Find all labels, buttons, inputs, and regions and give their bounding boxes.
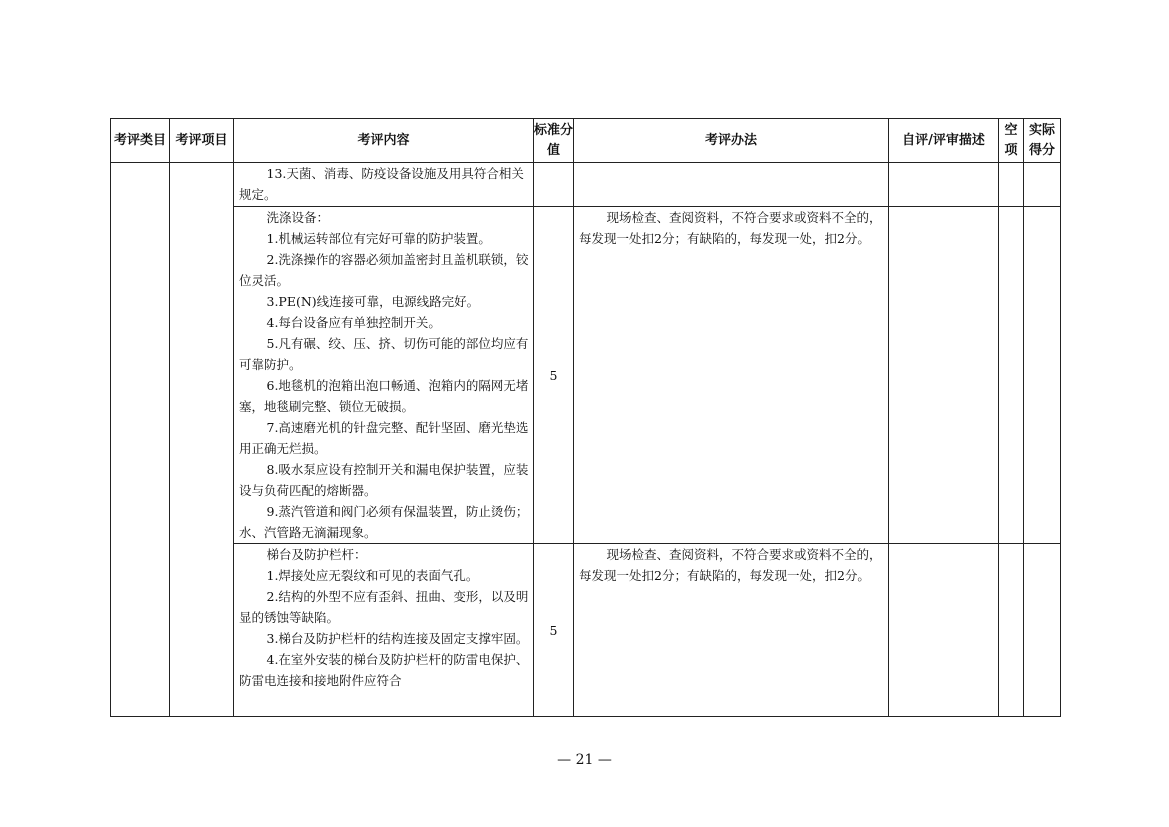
content-cell — [234, 544, 534, 717]
content-line: 3.PE(N)线连接可靠，电源线路完好。 — [266, 294, 480, 309]
score-cell — [534, 163, 574, 207]
content-line: 2.洗涤操作的容器必须加盖密封且盖机联锁，铰位灵活。 — [239, 252, 529, 288]
header-category: 考评类目 — [111, 119, 170, 163]
method-text: 现场检查、查阅资料，不符合要求或资料不全的，每发现一处扣2分；有缺陷的，每发现一处，扣2分。 — [579, 547, 882, 583]
self-review-cell — [889, 163, 999, 207]
content-line: 4.每台设备应有单独控制开关。 — [266, 315, 441, 330]
content-line: 1.机械运转部位有完好可靠的防护装置。 — [266, 231, 491, 246]
self-review-cell — [889, 544, 999, 717]
content-cell — [234, 163, 534, 207]
empty-cell — [999, 207, 1024, 544]
table-row — [111, 207, 1061, 544]
header-content: 考评内容 — [234, 119, 534, 163]
content-line: 6.地毯机的泡箱出泡口畅通、泡箱内的隔网无堵塞，地毯刷完整、锁位无破损。 — [239, 378, 529, 414]
actual-score-cell — [1024, 544, 1061, 717]
content-line: 7.高速磨光机的针盘完整、配针坚固、磨光垫选用正确无烂损。 — [239, 420, 529, 456]
method-cell — [574, 207, 889, 544]
header-score: 标准分值 — [534, 119, 574, 163]
item-cell — [170, 163, 234, 717]
score-cell: 5 — [534, 207, 574, 544]
method-cell — [574, 163, 889, 207]
actual-score-cell — [1024, 207, 1061, 544]
content-line: 1.焊接处应无裂纹和可见的表面气孔。 — [266, 568, 479, 583]
header-item: 考评项目 — [170, 119, 234, 163]
content-line: 3.梯台及防护栏杆的结构连接及固定支撑牢固。 — [266, 631, 529, 646]
evaluation-table — [110, 118, 1061, 717]
content-line: 9.蒸汽管道和阀门必须有保温装置，防止烫伤；水、汽管路无滴漏现象。 — [239, 504, 529, 540]
header-self-review: 自评/评审描述 — [889, 119, 999, 163]
content-line: 4.在室外安装的梯台及防护栏杆的防雷电保护、防雷电连接和接地附件应符合 — [239, 652, 529, 688]
header-empty: 空项 — [999, 119, 1024, 163]
content-line: 8.吸水泵应设有控制开关和漏电保护装置，应装设与负荷匹配的熔断器。 — [239, 462, 529, 498]
page-number: — 21 — — [557, 752, 612, 768]
content-line: 2.结构的外型不应有歪斜、扭曲、变形，以及明显的锈蚀等缺陷。 — [239, 589, 529, 625]
header-method: 考评办法 — [574, 119, 889, 163]
category-cell — [111, 163, 170, 717]
actual-score-cell — [1024, 163, 1061, 207]
table-header-row — [111, 119, 1061, 163]
self-review-cell — [889, 207, 999, 544]
content-line: 5.凡有碾、绞、压、挤、切伤可能的部位均应有可靠防护。 — [239, 336, 529, 372]
content-line: 梯台及防护栏杆： — [266, 547, 367, 562]
content-line: 13.天菌、消毒、防疫设备设施及用具符合相关规定。 — [239, 166, 524, 202]
content-cell — [234, 207, 534, 544]
table-row — [111, 163, 1061, 207]
content-line: 洗涤设备： — [266, 210, 330, 225]
empty-cell — [999, 163, 1024, 207]
score-cell: 5 — [534, 544, 574, 717]
method-cell — [574, 544, 889, 717]
table-row — [111, 544, 1061, 717]
method-text: 现场检查、查阅资料，不符合要求或资料不全的，每发现一处扣2分；有缺陷的，每发现一处，扣2分。 — [579, 210, 882, 246]
empty-cell — [999, 544, 1024, 717]
header-actual-score: 实际得分 — [1024, 119, 1061, 163]
